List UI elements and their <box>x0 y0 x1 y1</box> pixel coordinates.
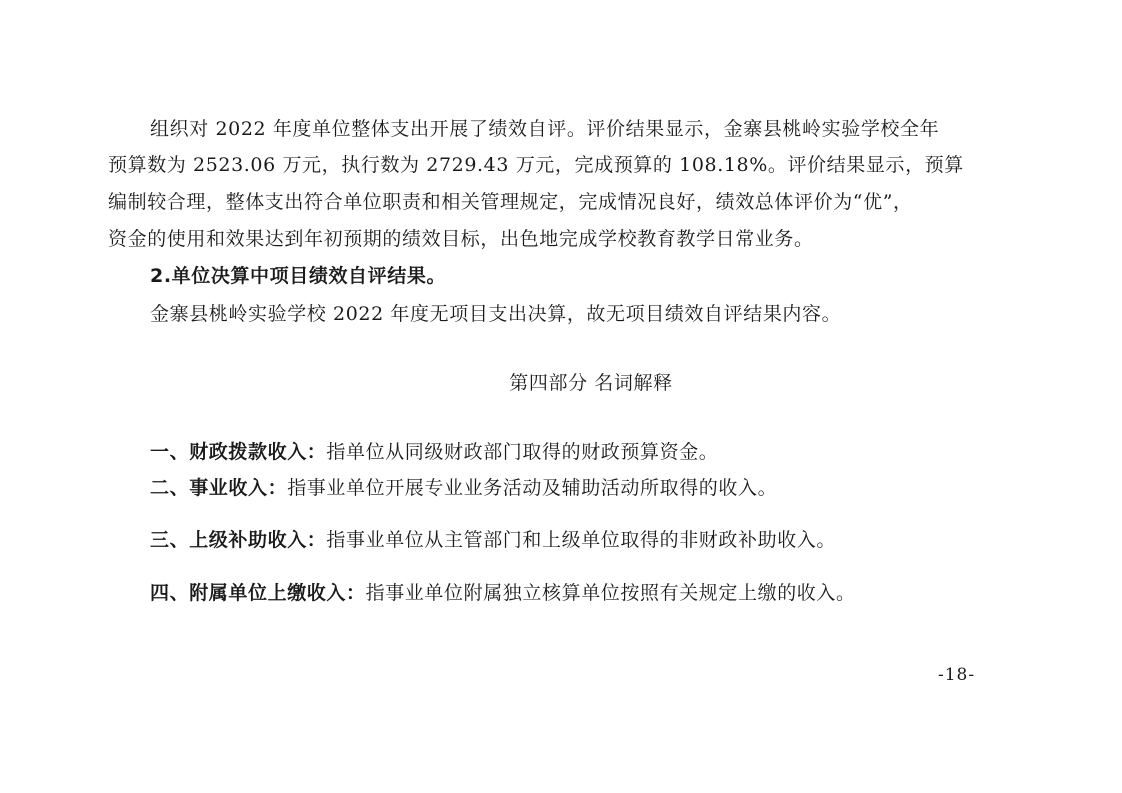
definition-term: 三、上级补助收入： <box>150 529 327 551</box>
definition-text: 指事业单位从主管部门和上级单位取得的非财政补助收入。 <box>326 529 837 551</box>
definition-text: 指单位从同级财政部门取得的财政预算资金。 <box>326 441 719 463</box>
definition-item <box>150 581 856 605</box>
definition-item <box>150 528 836 552</box>
paragraph-line: 预算数为 2523.06 万元，执行数为 2729.43 万元，完成预算的 108.18%。评价结果显示，预算 <box>108 154 964 176</box>
definition-text: 指事业单位附属独立核算单位按照有关规定上缴的收入。 <box>365 582 856 604</box>
definition-term: 二、事业收入： <box>150 477 288 499</box>
part-heading: 第四部分 名词解释 <box>509 372 673 394</box>
page-number: -18- <box>938 665 976 685</box>
section-title: 2.单位决算中项目绩效自评结果。 <box>150 265 447 287</box>
paragraph-line: 编制较合理，整体支出符合单位职责和相关管理规定，完成情况良好，绩效总体评价为“优”， <box>108 191 913 213</box>
paragraph-line: 资金的使用和效果达到年初预期的绩效目标，出色地完成学校教育教学日常业务。 <box>108 228 814 250</box>
definition-item <box>150 440 718 464</box>
definition-text: 指事业单位开展专业业务活动及辅助活动所取得的收入。 <box>287 477 778 499</box>
definition-item <box>150 476 777 500</box>
definition-term: 四、附属单位上缴收入： <box>150 582 366 604</box>
definition-term: 一、财政拨款收入： <box>150 441 327 463</box>
paragraph-line: 组织对 2022 年度单位整体支出开展了绩效自评。评价结果显示，金寨县桃岭实验学校全年 <box>150 118 940 140</box>
section-text: 金寨县桃岭实验学校 2022 年度无项目支出决算，故无项目绩效自评结果内容。 <box>150 303 842 325</box>
